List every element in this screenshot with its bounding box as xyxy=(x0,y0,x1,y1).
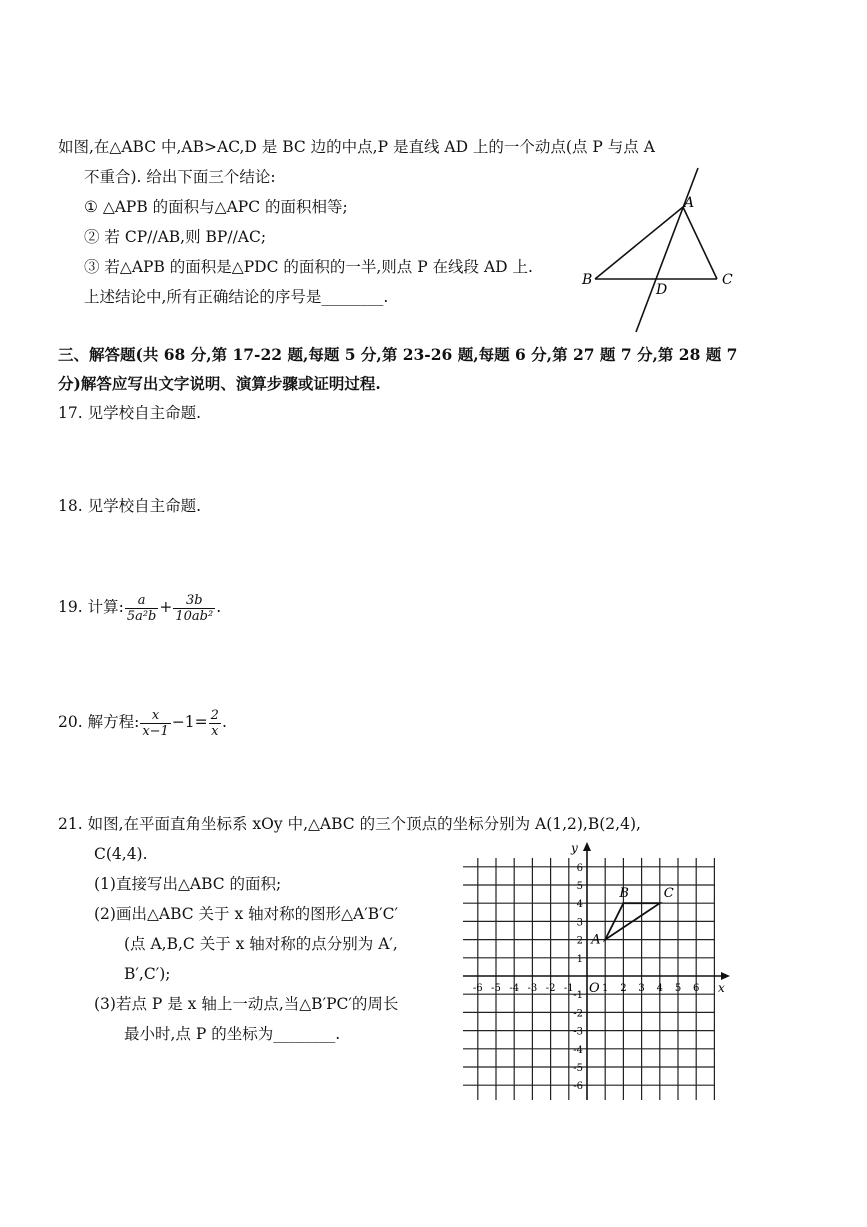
q16-line2: 不重合). 给出下面三个结论: xyxy=(84,168,276,186)
y-tick-label: -4 xyxy=(573,1044,583,1056)
y-tick-label: 1 xyxy=(576,953,583,965)
y-tick-label: -5 xyxy=(573,1063,583,1074)
x-tick-label: 4 xyxy=(656,983,663,994)
y-tick-label: 5 xyxy=(576,881,583,892)
point-a-label: A xyxy=(591,932,601,948)
q20-f1-den: x−1 xyxy=(142,723,169,739)
q21-part3b: 最小时,点 P 的坐标为________. xyxy=(124,1025,341,1043)
q17-text: 17. 见学校自主命题. xyxy=(58,404,202,422)
y-tick-label: 6 xyxy=(576,862,583,874)
label-A: A xyxy=(684,195,695,211)
y-tick-label: 3 xyxy=(576,917,583,929)
x-tick-label: -3 xyxy=(527,983,538,994)
y-tick-label: -3 xyxy=(573,1026,583,1038)
q20-f2-num: 2 xyxy=(210,707,219,723)
y-axis-label: y xyxy=(571,841,578,855)
x-tick-label: 3 xyxy=(638,983,645,994)
label-D: D xyxy=(656,282,668,298)
q16-conclusion-2: ② 若 CP//AB,则 BP//AC; xyxy=(84,228,267,246)
x-tick-label: 5 xyxy=(674,983,682,994)
q21-part1: (1)直接写出△ABC 的面积; xyxy=(94,875,282,893)
q21-line1: 21. 如图,在平面直角坐标系 xOy 中,△ABC 的三个顶点的坐标分别为 A(1,2),B(2,4), xyxy=(58,815,641,833)
q20-f1-num: x xyxy=(140,708,171,724)
q20-f2-den: x xyxy=(211,723,219,739)
q19-op: + xyxy=(159,598,173,616)
x-tick-label: 1 xyxy=(602,983,609,994)
q16-question: 上述结论中,所有正确结论的序号是________. xyxy=(84,288,389,306)
x-tick-label: -2 xyxy=(545,983,556,994)
q19-prefix: 19. 计算: xyxy=(58,598,124,616)
x-tick-label: -5 xyxy=(491,983,501,994)
q16-line1: 如图,在△ABC 中,AB>AC,D 是 BC 边的中点,P 是直线 AD 上的一个动点(点 P 与点 A xyxy=(58,138,655,156)
x-tick-label: -6 xyxy=(472,983,483,994)
q19-f2-den: 10ab² xyxy=(175,608,214,624)
x-axis-arrow xyxy=(721,972,730,980)
section3-line1: 三、解答题(共 68 分,第 17-22 题,每题 5 分,第 23-26 题,每题 6 分,第 27 题 7 分,第 28 题 7 xyxy=(58,345,738,364)
q21-part2c: B′,C′); xyxy=(124,965,171,983)
q20-mid: −1= xyxy=(171,713,208,731)
q19-f1-num: a xyxy=(125,593,159,609)
x-tick-label: 6 xyxy=(693,983,700,994)
point-c-label: C xyxy=(663,886,674,902)
q20-prefix: 20. 解方程: xyxy=(58,713,140,731)
x-tick-label: -4 xyxy=(509,983,520,994)
q21-part3a: (3)若点 P 是 x 轴上一动点,当△B′PC′的周长 xyxy=(94,995,399,1013)
y-tick-label: 4 xyxy=(576,899,583,911)
y-axis-arrow xyxy=(583,842,591,851)
y-tick-label: -2 xyxy=(573,1008,583,1020)
q20-end: . xyxy=(221,713,227,731)
y-tick-label: -1 xyxy=(573,990,583,1002)
q16-conclusion-1: ① △APB 的面积与△APC 的面积相等; xyxy=(84,198,348,216)
q21-part2b: (点 A,B,C 关于 x 轴对称的点分别为 A′, xyxy=(124,935,398,953)
x-tick-label: -1 xyxy=(563,983,574,994)
origin-label: O xyxy=(589,981,600,996)
x-axis-label: x xyxy=(718,981,725,995)
q19-f2-num: 3b xyxy=(173,593,215,609)
q18-text: 18. 见学校自主命题. xyxy=(58,497,202,515)
q19-end: . xyxy=(216,598,222,616)
y-tick-label: -6 xyxy=(573,1081,583,1093)
y-tick-label: 2 xyxy=(576,935,583,947)
label-C: C xyxy=(722,272,733,288)
label-B: B xyxy=(582,272,593,288)
section3-line2: 分)解答应写出文字说明、演算步骤或证明过程. xyxy=(58,374,381,393)
q16-conclusion-3: ③ 若△APB 的面积是△PDC 的面积的一半,则点 P 在线段 AD 上. xyxy=(84,258,533,276)
point-b-label: B xyxy=(619,886,629,902)
q21-part2a: (2)画出△ABC 关于 x 轴对称的图形△A′B′C′ xyxy=(94,905,399,923)
x-tick-label: 2 xyxy=(620,983,627,994)
q21-line2: C(4,4). xyxy=(94,845,148,863)
q19-f1-den: 5a²b xyxy=(126,608,157,624)
